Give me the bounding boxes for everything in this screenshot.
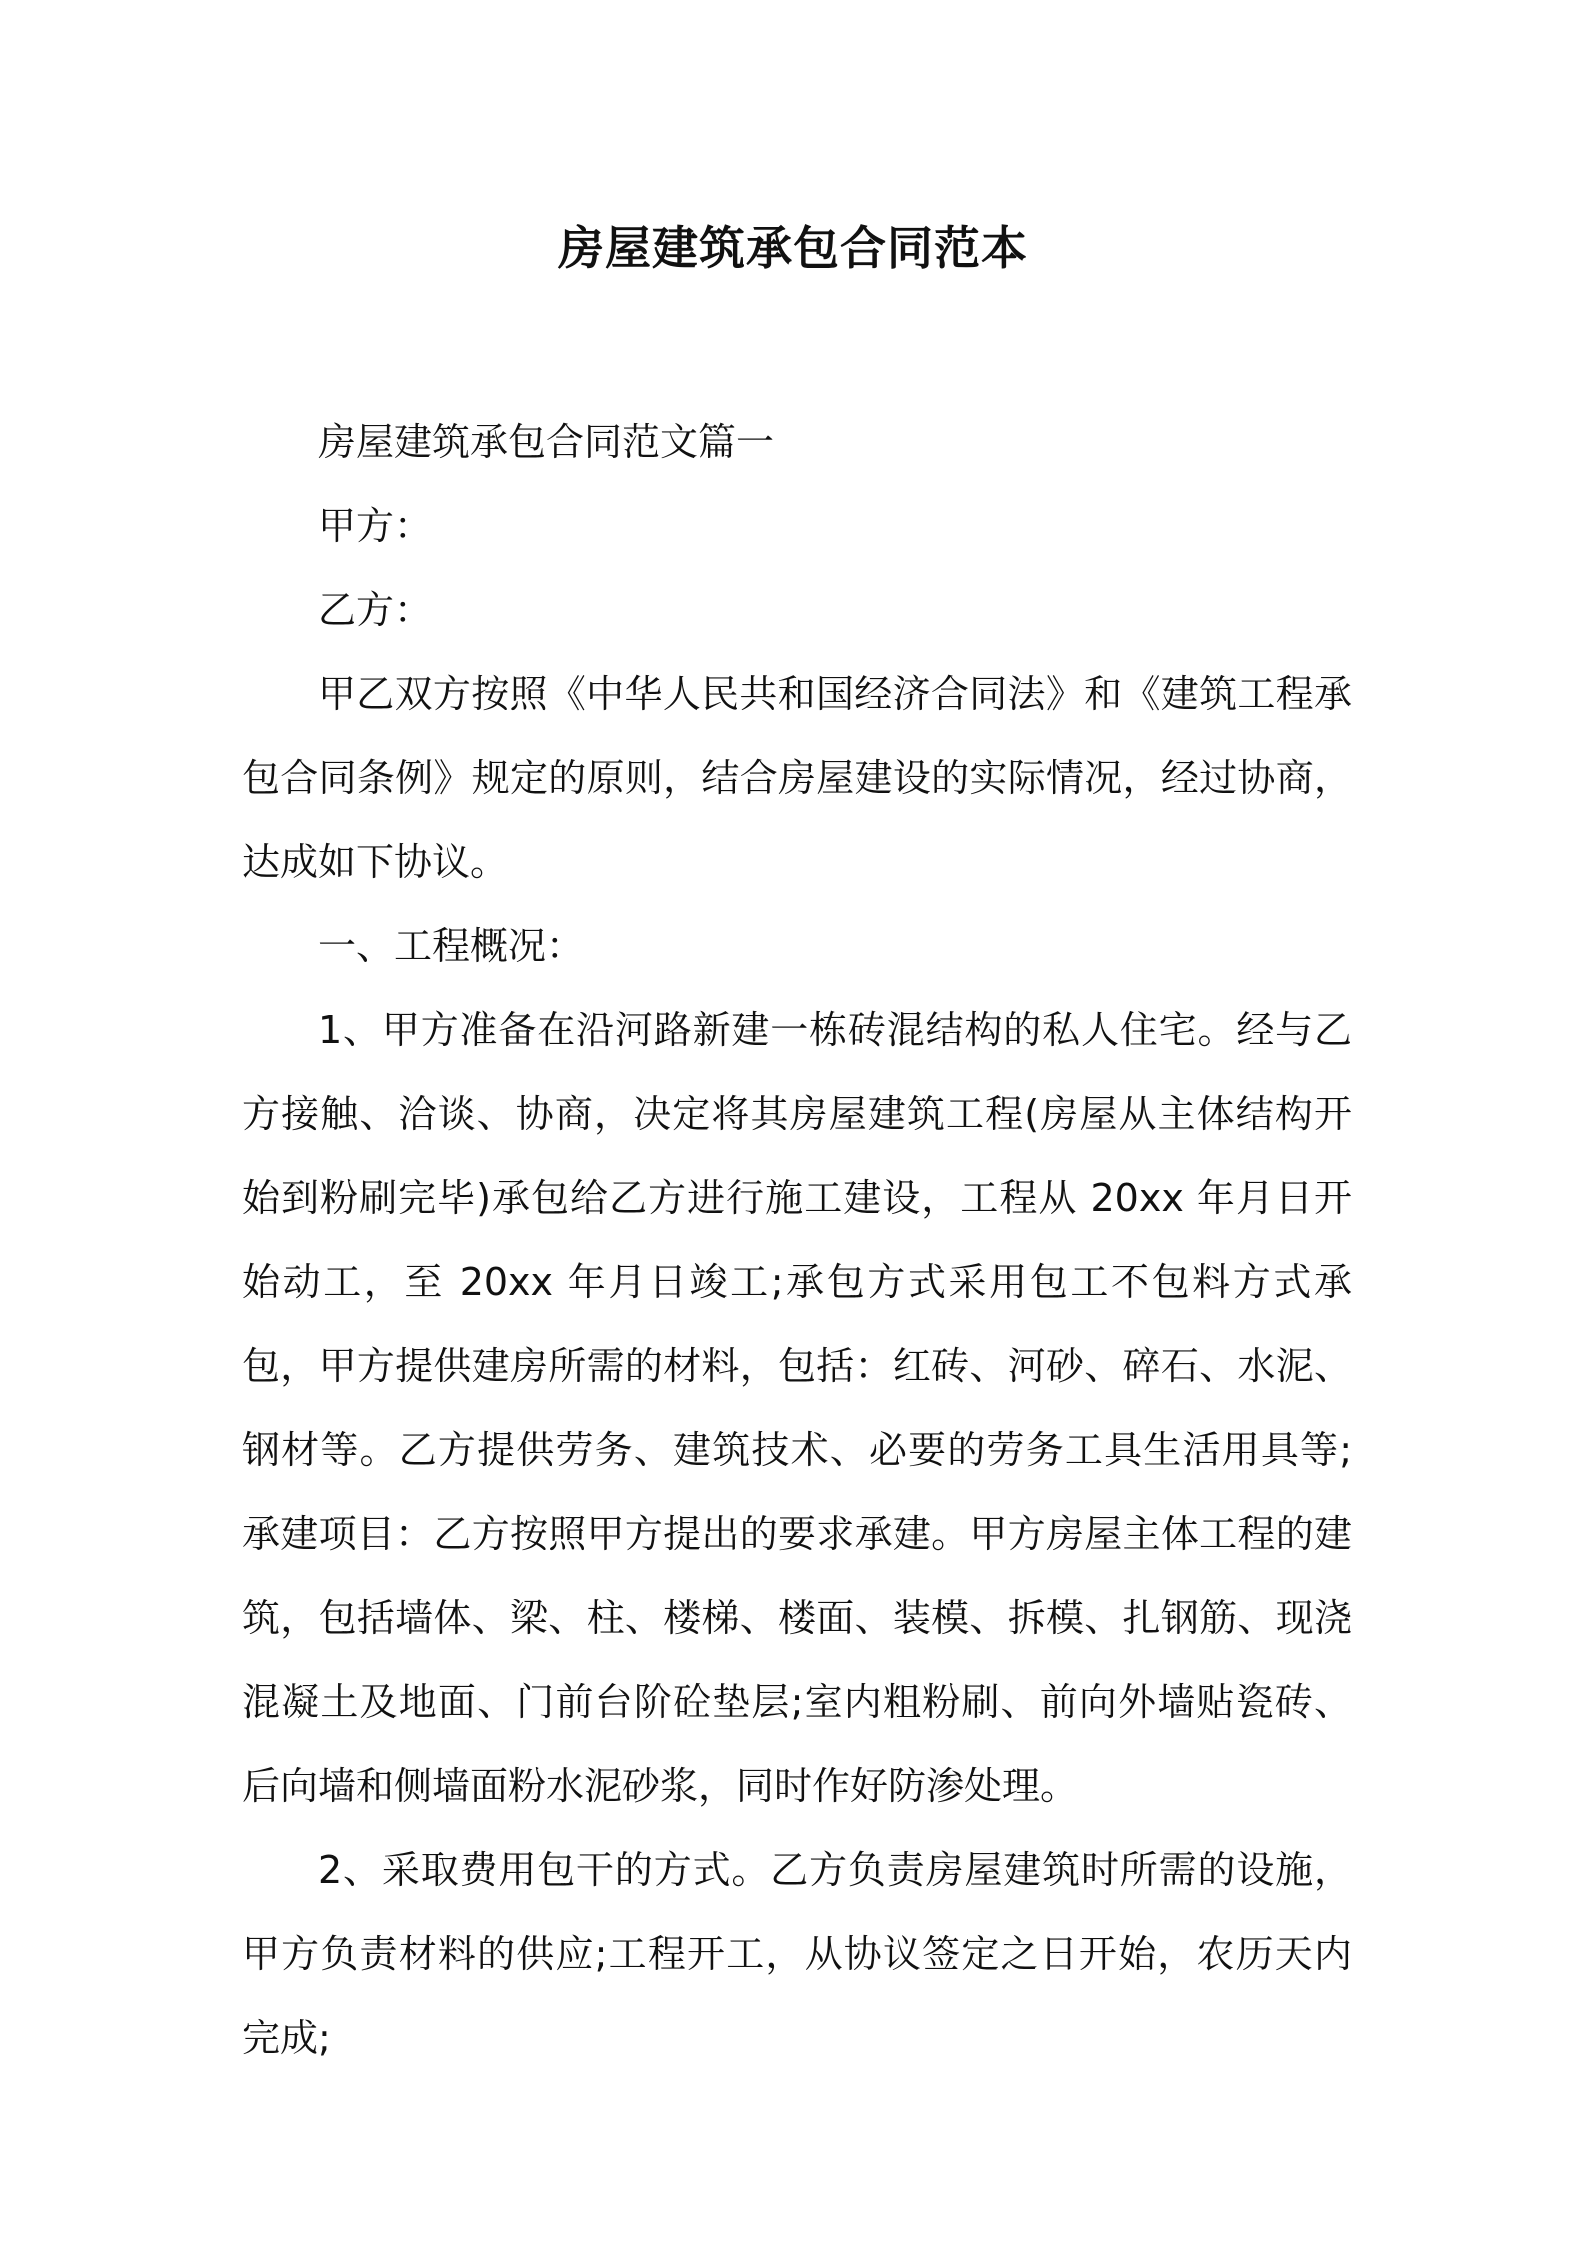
paragraph-clause-1: 1、甲方准备在沿河路新建一栋砖混结构的私人住宅。经与乙方接触、洽谈、协商，决定将其房屋建筑工程(房屋从主体结构开始到粉刷完毕)承包给乙方进行施工建设，工程从 20xx 年月日开始动工，至 20xx 年月日竣工;承包方式采用包工不包料方式承包，甲方提供建房所需的材料，包括：红砖、河砂、碎石、水泥、钢材等。乙方提供劳务、建筑技术、必要的劳务工具生活用具等;承建项目：乙方按照甲方提出的要求承建。甲方房屋主体工程的建筑，包括墙体、梁、柱、楼梯、楼面、装模、拆模、扎钢筋、现浇混凝土及地面、门前台阶砼垫层;室内粗粉刷、前向外墙贴瓷砖、后向墙和侧墙面粉水泥砂浆，同时作好防渗处理。 [242,1008,1352,1808]
paragraph-party-a: 甲方： [318,504,433,548]
paragraph-party-b: 乙方： [318,588,433,632]
paragraph-section-heading: 一、工程概况： [318,924,585,968]
document-title: 房屋建筑承包合同范本 [558,221,1028,275]
paragraph-subtitle: 房屋建筑承包合同范文篇一 [318,420,775,464]
paragraph-preamble: 甲乙双方按照《中华人民共和国经济合同法》和《建筑工程承包合同条例》规定的原则，结合房屋建设的实际情况，经过协商，达成如下协议。 [242,672,1352,884]
paragraph-clause-2: 2、采取费用包干的方式。乙方负责房屋建筑时所需的设施，甲方负责材料的供应;工程开工，从协议签定之日开始，农历天内完成; [242,1848,1352,2060]
document-body [242,400,1352,2080]
